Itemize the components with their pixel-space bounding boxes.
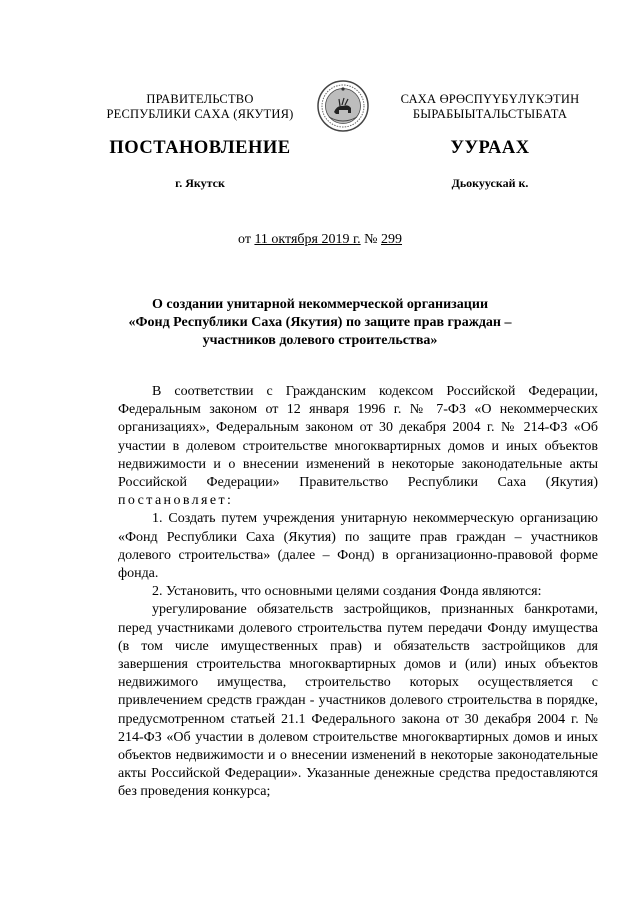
document-title: [80, 296, 560, 350]
title-line2: «Фонд Республики Саха (Якутия) по защите прав граждан –: [128, 315, 512, 330]
paragraph-1: 1. Создать путем учреждения унитарную некоммерческую организацию «Фонд Республики Саха (Якутия) по защите прав граждан – участников долевого строительства» (далее – Фонд) в организационно-правовой форме фонда.: [118, 511, 598, 582]
header-right: [380, 92, 600, 122]
header-left-line1: ПРАВИТЕЛЬСТВО: [146, 92, 254, 106]
doc-type-russian: ПОСТАНОВЛЕНИЕ: [109, 138, 291, 158]
date-number-line: [0, 232, 640, 248]
paragraph-preamble: [118, 383, 598, 510]
header-left: [100, 92, 300, 122]
document-date: 11 октября 2019 г.: [254, 232, 361, 247]
decree-word: постановляет:: [118, 493, 234, 509]
city-russian: г. Якутск: [175, 176, 225, 190]
title-line1: О создании унитарной некоммерческой организации: [151, 297, 489, 312]
paragraph-2: 2. Установить, что основными целями создания Фонда являются:: [152, 584, 542, 600]
number-sign: №: [360, 232, 381, 247]
header-left-line2: РЕСПУБЛИКИ САХА (ЯКУТИЯ): [106, 107, 294, 121]
document-body: [118, 383, 598, 802]
coat-of-arms-icon: [317, 80, 369, 132]
title-line3: участников долевого строительства»: [202, 333, 438, 348]
header-right-line1: САХА ӨРӨСПҮҮБҮЛҮКЭТИН: [400, 92, 580, 106]
document-number: 299: [381, 232, 402, 247]
city-yakut: Дьокуускай к.: [451, 176, 529, 190]
doc-type-yakut: УУРААХ: [450, 138, 530, 158]
preamble-text: В соответствии с Гражданским кодексом Российской Федерации, Федеральным законом от 12 января 1996 г. № 7-ФЗ «О некоммерческих организациях», Федеральным законом от 30 декабря 2004 г. № 214-ФЗ «Об участии в долевом строительстве многоквартирных домов и иных объектов недвижимости и о внесении изменений в некоторые законодательные акты Российской Федерации» Правительство Республики Саха (Якутия): [118, 384, 598, 491]
date-prefix: от: [238, 232, 255, 247]
header-right-line2: БЫРАБЫЫТАЛЬСТЫБАТА: [412, 107, 568, 121]
paragraph-2-goal: урегулирование обязательств застройщиков, признанных банкротами, перед участниками долевого строительства путем передачи Фонду имущества (в том числе имущественных прав) и обязательств застройщиков для завершения строительства многоквартирных домов и (или) иных объектов недвижимого имущества, строительство которых осуществляется с привлечением средств граждан - участников долевого строительства в порядке, предусмотренном статьей 21.1 Федерального закона от 30 декабря 2004 г. № 214-ФЗ «Об участии в долевом строительстве многоквартирных домов и иных объектов недвижимости и о внесении изменений в некоторые законодательные акты Российской Федерации». Указанные денежные средства предоставляются без проведения конкурса;: [118, 602, 598, 800]
